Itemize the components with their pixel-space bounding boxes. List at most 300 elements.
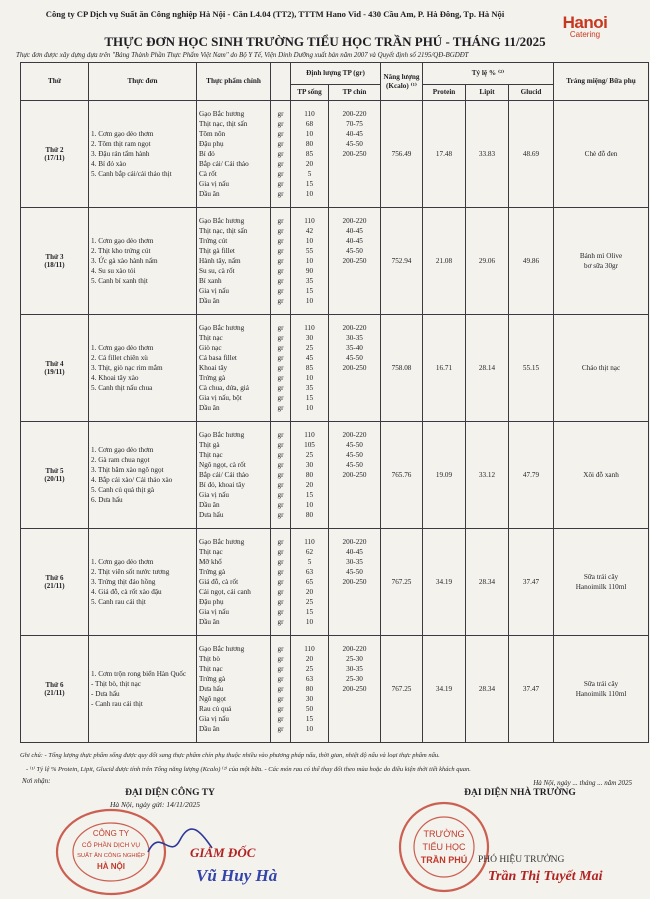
unit-item: gr: [277, 344, 284, 352]
dish-item: 3. Đậu rán tẩm hành: [91, 150, 150, 158]
raw-amount: 85: [305, 364, 314, 372]
cooked-amount: 30-35: [346, 334, 363, 342]
unit-item: gr: [277, 568, 284, 576]
dish-item: 4. Bí đỏ xào: [91, 160, 127, 168]
dish-item: 5. Canh bí xanh thịt: [91, 277, 148, 285]
food-item-cell: [197, 101, 271, 208]
cooked-amount: 40-45: [346, 227, 363, 235]
cooked-amount: [329, 694, 380, 704]
raw-amount: 110: [304, 217, 315, 225]
cooked-amount: 200-250: [342, 685, 367, 693]
food-item: Trứng cút: [199, 237, 228, 245]
protein-value: 34.19: [423, 636, 466, 743]
food-item: Ngô ngọt, cà rốt: [199, 461, 246, 469]
food-item: Bí xanh: [199, 277, 222, 285]
dish-item: 3. Thịt băm xào ngô ngọt: [91, 466, 164, 474]
glucid-value: 37.47: [509, 529, 554, 636]
raw-amount-cell: [291, 422, 329, 529]
energy-value: 767.25: [381, 529, 423, 636]
food-item: Giò nạc: [199, 344, 222, 352]
raw-amount: 42: [305, 227, 314, 235]
date-line: Hà Nội, ngày ... tháng ... năm 2025: [533, 779, 632, 787]
raw-amount: 20: [305, 655, 314, 663]
page-title: THỰC ĐƠN HỌC SINH TRƯỜNG TIỂU HỌC TRẦN PHÚ - THÁNG 11/2025: [104, 34, 546, 49]
day-name: Thứ 3: [45, 253, 64, 261]
food-item: Gạo Bắc hương: [199, 324, 245, 332]
dish-item: 2. Thịt viên sốt nước tương: [91, 568, 170, 576]
cooked-amount: [329, 403, 380, 413]
cooked-amount: 45-50: [346, 451, 363, 459]
unit-item-cell: [271, 101, 291, 208]
day-name: Thứ 6: [45, 574, 64, 582]
cooked-amount: 200-220: [342, 217, 367, 225]
raw-amount: 10: [305, 374, 314, 382]
lipid-value: 29.06: [466, 208, 509, 315]
dish-item: 3. Thịt, giò nạc rim mắm: [91, 364, 163, 372]
unit-item: gr: [277, 578, 284, 586]
day-cell: [21, 636, 89, 743]
header-cooked: TP chín: [329, 85, 381, 101]
day-date: (18/11): [44, 261, 65, 269]
cooked-amount: 200-250: [342, 150, 367, 158]
food-item: Gia vị nấu, bột: [199, 394, 242, 402]
cooked-amount: 35-40: [346, 344, 363, 352]
dish-item: 4. Bắp cải xào/ Cải thảo xào: [91, 476, 173, 484]
header-unit: [271, 63, 291, 101]
cooked-amount: [329, 276, 380, 286]
raw-amount: 90: [305, 267, 314, 275]
energy-value: 752.94: [381, 208, 423, 315]
cooked-amount-cell: [329, 208, 381, 315]
unit-item: gr: [277, 404, 284, 412]
cooked-amount: [329, 597, 380, 607]
cooked-amount: [329, 286, 380, 296]
day-date: (17/11): [44, 154, 65, 162]
raw-amount: 80: [305, 685, 314, 693]
dish-item: 4. Giá đỗ, cà rốt xào đậu: [91, 588, 162, 596]
dish-item: 2. Thịt kho trứng cút: [91, 247, 151, 255]
header-dessert: Tráng miệng/ Bữa phụ: [554, 63, 649, 101]
raw-amount: 110: [304, 324, 315, 332]
dish-item-cell: [89, 315, 197, 422]
company-stamp-line: CÔNG TY: [92, 829, 130, 838]
cooked-amount: [329, 266, 380, 276]
food-item: Tôm nõn: [199, 130, 226, 138]
unit-item: gr: [277, 334, 284, 342]
unit-item: gr: [277, 247, 284, 255]
footnote-2: - ⁽¹⁾ Tỷ lệ % Protein, Lipit, Glucid được tính trên Tổng năng lượng (Kcalo) ⁽²⁾ của một bữa. - Các món rau có thể thay đổi theo mùa hoặc do điều kiện thời tiết khách quan.: [26, 766, 471, 773]
school-stamp-icon: [392, 800, 496, 894]
protein-value: 21.08: [423, 208, 466, 315]
glucid-value: 55.15: [509, 315, 554, 422]
raw-amount: 30: [305, 695, 314, 703]
day-name: Thứ 5: [45, 467, 64, 475]
unit-item: gr: [277, 655, 284, 663]
unit-item: gr: [277, 297, 284, 305]
dish-item: 5. Canh thịt nấu chua: [91, 384, 153, 392]
header-lipid: Lipit: [466, 85, 509, 101]
raw-amount: 15: [305, 491, 314, 499]
cooked-amount: 30-35: [346, 665, 363, 673]
header-quota: Định lượng TP (gr): [291, 63, 381, 85]
raw-amount: 35: [305, 277, 314, 285]
cooked-amount: [329, 500, 380, 510]
dessert-line: Sữa trái cây: [583, 680, 619, 688]
cooked-amount: 45-50: [346, 247, 363, 255]
raw-amount: 110: [304, 431, 315, 439]
food-item: Su su, cà rốt: [199, 267, 235, 275]
cooked-amount: [329, 393, 380, 403]
cooked-amount: 200-220: [342, 538, 367, 546]
unit-item: gr: [277, 431, 284, 439]
header-food: Thực phẩm chính: [197, 63, 271, 101]
dish-item-cell: [89, 529, 197, 636]
raw-amount: 25: [305, 598, 314, 606]
cooked-amount: [329, 169, 380, 179]
day-cell: [21, 101, 89, 208]
raw-amount: 10: [305, 725, 314, 733]
raw-amount: 30: [305, 461, 314, 469]
raw-amount: 10: [305, 190, 314, 198]
cooked-amount: 45-50: [346, 140, 363, 148]
raw-amount: 55: [305, 247, 314, 255]
food-item: Gạo Bắc hương: [199, 217, 245, 225]
glucid-value: 37.47: [509, 636, 554, 743]
cooked-amount: 45-50: [346, 461, 363, 469]
unit-item: gr: [277, 170, 284, 178]
raw-amount: 85: [305, 150, 314, 158]
dish-item: - Canh rau cải thịt: [91, 700, 143, 708]
day-date: (19/11): [44, 368, 65, 376]
food-item: Dầu ăn: [199, 190, 220, 198]
unit-item: gr: [277, 441, 284, 449]
day-cell: [21, 529, 89, 636]
food-item: Gia vị nấu: [199, 491, 229, 499]
menu-body: [21, 101, 649, 743]
food-item: Gia vị nấu: [199, 715, 229, 723]
unit-item: gr: [277, 217, 284, 225]
logo-text: Hanoi: [562, 13, 608, 32]
raw-amount: 10: [305, 404, 314, 412]
food-item: Gia vị nấu: [199, 180, 229, 188]
energy-value: 756.49: [381, 101, 423, 208]
cooked-amount: [329, 189, 380, 199]
unit-item: gr: [277, 237, 284, 245]
food-item: Trứng gà: [199, 374, 226, 382]
cooked-amount: [329, 617, 380, 627]
header-ratio: Tỷ lệ % ⁽²⁾: [423, 63, 554, 85]
day-row: [21, 422, 649, 529]
source-note: Thực đơn được xây dựng dựa trên "Bảng Thành Phần Thực Phẩm Việt Nam" do Bộ Y Tế, Viện Dinh Dưỡng xuất bản năm 2007 và Quyết định số 2195/QĐ-BGDĐT: [16, 52, 469, 59]
unit-item: gr: [277, 227, 284, 235]
lipid-value: 28.14: [466, 315, 509, 422]
cooked-amount: 45-50: [346, 441, 363, 449]
unit-item: gr: [277, 491, 284, 499]
company-representative: ĐẠI DIỆN CÔNG TY: [125, 788, 215, 798]
unit-item: gr: [277, 190, 284, 198]
dessert-line: Bánh mì Olive: [579, 252, 623, 260]
food-item-cell: [197, 208, 271, 315]
dessert-line: Hanoimilk 110ml: [575, 690, 627, 698]
unit-item: gr: [277, 548, 284, 556]
unit-item: gr: [277, 665, 284, 673]
food-item: Rau củ quả: [199, 705, 232, 713]
cooked-amount: [329, 373, 380, 383]
raw-amount: 15: [305, 394, 314, 402]
unit-item: gr: [277, 705, 284, 713]
school-stamp-line: TRẦN PHÚ: [420, 855, 468, 865]
raw-amount: 5: [307, 170, 312, 178]
unit-item: gr: [277, 110, 284, 118]
header-day: Thứ: [21, 63, 89, 101]
food-item: Gạo Bắc hương: [199, 645, 245, 653]
unit-item: gr: [277, 257, 284, 265]
dessert-line: bơ sữa 30gr: [584, 262, 619, 270]
food-item: Thịt nạc: [199, 334, 223, 342]
dessert-line: Cháo thịt nạc: [581, 364, 621, 372]
glucid-value: 48.69: [509, 101, 554, 208]
unit-item: gr: [277, 511, 284, 519]
cooked-amount: 200-250: [342, 364, 367, 372]
unit-item: gr: [277, 471, 284, 479]
dessert-cell: [554, 422, 649, 529]
raw-amount: 30: [305, 334, 314, 342]
school-role: PHÓ HIỆU TRƯỞNG: [478, 855, 565, 865]
food-item: Gạo Bắc hương: [199, 431, 245, 439]
protein-value: 17.48: [423, 101, 466, 208]
unit-item-cell: [271, 315, 291, 422]
raw-amount: 80: [305, 511, 314, 519]
day-name: Thứ 2: [45, 146, 64, 154]
raw-amount: 15: [305, 180, 314, 188]
day-cell: [21, 315, 89, 422]
unit-item: gr: [277, 267, 284, 275]
raw-amount: 10: [305, 618, 314, 626]
company-stamp-line: CỔ PHẦN DỊCH VỤ: [81, 842, 141, 849]
raw-amount: 35: [305, 384, 314, 392]
day-name: Thứ 6: [45, 681, 64, 689]
food-item-cell: [197, 636, 271, 743]
food-item: Dầu ăn: [199, 297, 220, 305]
dish-item: 2. Tôm thịt ram ngọt: [91, 140, 151, 148]
food-item: Dưa hấu: [199, 511, 224, 519]
food-item: Dầu ăn: [199, 501, 220, 509]
recipient-label: Nơi nhận:: [22, 777, 51, 785]
unit-item: gr: [277, 324, 284, 332]
food-item: Khoai tây: [199, 364, 228, 372]
raw-amount: 10: [305, 297, 314, 305]
cooked-amount: [329, 159, 380, 169]
unit-item: gr: [277, 150, 284, 158]
dish-item: 3. Ức gà xào hành nấm: [91, 257, 158, 265]
cooked-amount: 40-45: [346, 237, 363, 245]
header-energy: Năng lượng (Kcalo) ⁽¹⁾: [381, 63, 423, 101]
unit-item: gr: [277, 538, 284, 546]
raw-amount-cell: [291, 101, 329, 208]
day-row: [21, 636, 649, 743]
unit-item: gr: [277, 287, 284, 295]
unit-item: gr: [277, 598, 284, 606]
raw-amount: 20: [305, 481, 314, 489]
food-item-cell: [197, 315, 271, 422]
food-item: Gia vị nấu: [199, 287, 229, 295]
dish-item: 1. Cơm gạo dẻo thơm: [91, 130, 154, 138]
cooked-amount: [329, 714, 380, 724]
dish-item: 4. Su su xào tỏi: [91, 267, 136, 275]
cooked-amount: [329, 587, 380, 597]
cooked-amount-cell: [329, 315, 381, 422]
food-item: Dưa hấu: [199, 685, 224, 693]
glucid-value: 49.86: [509, 208, 554, 315]
raw-amount: 15: [305, 715, 314, 723]
food-item: Giá đỗ, cà rốt: [199, 578, 239, 586]
raw-amount-cell: [291, 208, 329, 315]
food-item: Bí đỏ: [199, 150, 215, 158]
food-item: Bắp cải/ Cải thảo: [199, 471, 249, 479]
cooked-amount: [329, 179, 380, 189]
raw-amount: 110: [304, 538, 315, 546]
unit-item: gr: [277, 461, 284, 469]
cooked-amount: [329, 510, 380, 520]
food-item: Mỡ khổ: [199, 558, 222, 566]
cooked-amount: [329, 490, 380, 500]
raw-amount: 25: [305, 451, 314, 459]
cooked-amount: 45-50: [346, 568, 363, 576]
unit-item: gr: [277, 685, 284, 693]
raw-amount: 15: [305, 287, 314, 295]
raw-amount: 15: [305, 608, 314, 616]
food-item: Bí đỏ, khoai tây: [199, 481, 245, 489]
dessert-cell: [554, 636, 649, 743]
cooked-amount-cell: [329, 101, 381, 208]
unit-item: gr: [277, 130, 284, 138]
company-stamp-line: SUẤT ĂN CÔNG NGHIỆP: [77, 853, 145, 859]
unit-item: gr: [277, 394, 284, 402]
raw-amount-cell: [291, 636, 329, 743]
school-signer: Trần Thị Tuyết Mai: [488, 869, 603, 884]
lipid-value: 28.34: [466, 636, 509, 743]
protein-value: 16.71: [423, 315, 466, 422]
food-item: Thịt bò: [199, 655, 220, 663]
cooked-amount: 45-50: [346, 354, 363, 362]
school-stamp-line: TIỂU HỌC: [422, 842, 466, 852]
raw-amount: 110: [304, 110, 315, 118]
food-item: Thịt nạc: [199, 451, 223, 459]
unit-item: gr: [277, 384, 284, 392]
lipid-value: 33.12: [466, 422, 509, 529]
food-item: Cà chua, dứa, giá: [199, 384, 249, 392]
school-representative: ĐẠI DIỆN NHÀ TRƯỜNG: [464, 788, 576, 798]
dish-item: 3. Trứng thịt đảo hồng: [91, 578, 156, 586]
dish-item: 5. Canh bắp cải/cải thảo thịt: [91, 170, 172, 178]
company-stamp-line: HÀ NỘI: [97, 862, 125, 871]
raw-amount-cell: [291, 529, 329, 636]
energy-value: 765.76: [381, 422, 423, 529]
dish-item: 6. Dưa hấu: [91, 496, 123, 504]
raw-amount: 63: [305, 675, 314, 683]
cooked-amount: 25-30: [346, 655, 363, 663]
raw-amount: 10: [305, 257, 314, 265]
unit-item-cell: [271, 636, 291, 743]
unit-item: gr: [277, 501, 284, 509]
cooked-amount: 25-30: [346, 675, 363, 683]
header-raw: TP sống: [291, 85, 329, 101]
protein-value: 34.19: [423, 529, 466, 636]
company-address: Công ty CP Dịch vụ Suất ăn Công nghiệp Hà Nội - Căn L4.04 (TT2), TTTM Hano Vid - 430 Cầu Am, P. Hà Đông, Tp. Hà Nội: [45, 9, 505, 19]
dish-item: 2. Gà ram chua ngọt: [91, 456, 150, 464]
raw-amount: 50: [305, 705, 314, 713]
raw-amount: 45: [305, 354, 314, 362]
dessert-cell: [554, 101, 649, 208]
cooked-amount: 200-250: [342, 257, 367, 265]
unit-item: gr: [277, 481, 284, 489]
food-item: Trứng gà: [199, 675, 226, 683]
footnote-1: Ghi chú: - Tổng lượng thực phẩm sống được quy đổi sang thực phẩm chín phụ thuộc nhiều vào phương pháp nấu, thời gian, nhiệt độ nấu và loại thực phẩm nấu.: [20, 752, 440, 759]
raw-amount: 65: [305, 578, 314, 586]
cooked-amount: [329, 704, 380, 714]
company-role: GIÁM ĐỐC: [190, 845, 256, 860]
raw-amount: 25: [305, 665, 314, 673]
day-name: Thứ 4: [45, 360, 64, 368]
unit-item: gr: [277, 618, 284, 626]
cooked-amount: 70-75: [346, 120, 363, 128]
food-item: Dầu ăn: [199, 404, 220, 412]
food-item: Thịt nạc: [199, 665, 223, 673]
cooked-amount: [329, 480, 380, 490]
day-row: [21, 529, 649, 636]
food-item: Bắp cải/ Cải thảo: [199, 160, 249, 168]
cooked-amount: [329, 383, 380, 393]
raw-amount: 62: [305, 548, 314, 556]
raw-amount: 25: [305, 344, 314, 352]
cooked-amount-cell: [329, 422, 381, 529]
food-item: Cải ngọt, cải canh: [199, 588, 251, 596]
food-item: Gạo Bắc hương: [199, 110, 245, 118]
cooked-amount: 200-250: [342, 471, 367, 479]
unit-item: gr: [277, 120, 284, 128]
header-protein: Protein: [423, 85, 466, 101]
cooked-amount: [329, 724, 380, 734]
food-item: Dầu ăn: [199, 618, 220, 626]
cooked-amount: 200-220: [342, 110, 367, 118]
cooked-amount: 200-250: [342, 578, 367, 586]
raw-amount: 10: [305, 501, 314, 509]
food-item: Thịt gà fillet: [199, 247, 235, 255]
dish-item: 1. Cơm gạo dẻo thơm: [91, 558, 154, 566]
food-item: Dầu ăn: [199, 725, 220, 733]
unit-item: gr: [277, 160, 284, 168]
dish-item: 2. Cá fillet chiên xù: [91, 354, 148, 362]
unit-item: gr: [277, 558, 284, 566]
food-item: Thịt nạc: [199, 548, 223, 556]
unit-item: gr: [277, 725, 284, 733]
day-cell: [21, 422, 89, 529]
energy-value: 767.25: [381, 636, 423, 743]
dessert-cell: [554, 529, 649, 636]
unit-item: gr: [277, 608, 284, 616]
unit-item: gr: [277, 364, 284, 372]
dessert-line: Hanoimilk 110ml: [575, 583, 627, 591]
raw-amount: 80: [305, 471, 314, 479]
unit-item-cell: [271, 422, 291, 529]
dish-item: - Thịt bò, thịt nạc: [91, 680, 141, 688]
dish-item: - Dưa hấu: [91, 690, 120, 698]
unit-item: gr: [277, 715, 284, 723]
day-date: (20/11): [44, 475, 65, 483]
food-item: Cà rốt: [199, 170, 217, 178]
cooked-amount: [329, 607, 380, 617]
day-row: [21, 315, 649, 422]
